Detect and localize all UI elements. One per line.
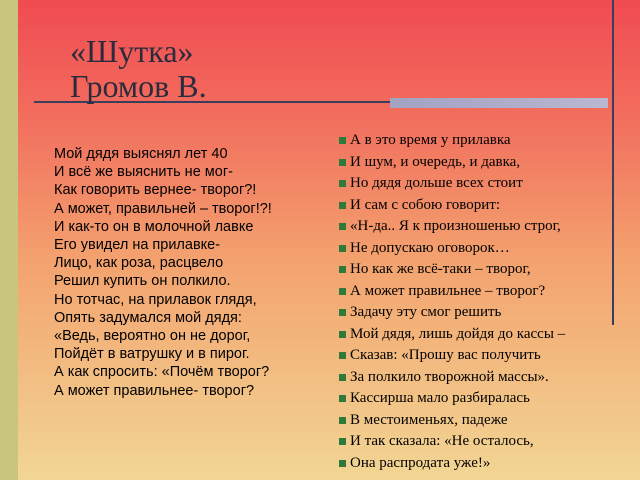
poem-line: Решил купить он полкило. — [54, 273, 231, 290]
square-bullet-icon — [339, 159, 346, 166]
poem-line: А в это время у прилавка — [350, 132, 511, 148]
poem-line: Не допускаю оговорок… — [350, 239, 510, 256]
poem-line: Кассирша мало разбиралась — [350, 390, 530, 406]
left-poem-block — [54, 145, 344, 400]
poem-line: В местоименьях, падеже — [350, 411, 508, 428]
poem-line: Мой дядя, лишь дойдя до кассы – — [350, 325, 566, 342]
square-bullet-icon — [339, 395, 346, 402]
list-item — [338, 388, 633, 410]
square-bullet-icon — [339, 460, 346, 467]
poem-line: Сказав: «Прошу вас получить — [350, 347, 541, 363]
square-bullet-icon — [339, 137, 346, 144]
poem-line: Его увидел на прилавке- — [54, 237, 221, 254]
list-item — [338, 259, 633, 281]
poem-line: Она распродата уже!» — [350, 454, 491, 471]
square-bullet-icon — [339, 288, 346, 295]
list-item — [338, 302, 633, 324]
title-line-1: «Шутка» — [70, 33, 194, 69]
left-accent-strip — [0, 0, 18, 480]
poem-line: Но дядя дольше всех стоит — [350, 175, 523, 191]
list-item — [338, 238, 633, 260]
list-item — [338, 281, 633, 303]
poem-line: А может правильнее – творог? — [350, 282, 546, 299]
list-item — [338, 453, 633, 475]
square-bullet-icon — [339, 266, 346, 273]
list-item — [338, 367, 633, 389]
poem-line: И шум, и очередь, и давка, — [350, 153, 521, 170]
square-bullet-icon — [339, 309, 346, 316]
list-item — [338, 173, 633, 195]
poem-line: За полкило творожной массы». — [350, 368, 549, 385]
poem-line: И как-то он в молочной лавке — [54, 218, 254, 235]
list-item — [338, 324, 633, 346]
list-item — [338, 345, 633, 367]
poem-line: Задачу эту смог решить — [350, 304, 502, 320]
square-bullet-icon — [339, 374, 346, 381]
poem-line: «Ведь, вероятно он не дорог, — [54, 328, 251, 345]
poem-line: Опять задумался мой дядя: — [54, 309, 242, 326]
poem-line: Но как же всё-таки – творог, — [350, 261, 531, 277]
square-bullet-icon — [339, 417, 346, 424]
poem-line: Лицо, как роза, расцвело — [54, 255, 224, 272]
square-bullet-icon — [339, 202, 346, 209]
title-line-2: Громов В. — [70, 68, 207, 104]
list-item — [338, 216, 633, 238]
square-bullet-icon — [339, 180, 346, 187]
list-item — [338, 152, 633, 174]
list-item — [338, 431, 633, 453]
poem-line: Как говорить вернее- творог?! — [54, 182, 257, 199]
list-item — [338, 195, 633, 217]
square-bullet-icon — [339, 223, 346, 230]
poem-line: «Н-да.. Я к произношенью строг, — [350, 218, 561, 234]
poem-line: А может правильнее- творог? — [54, 382, 255, 399]
poem-line: И сам с собою говорит: — [350, 196, 500, 213]
square-bullet-icon — [339, 352, 346, 359]
poem-line: Но тотчас, на прилавок глядя, — [54, 291, 257, 308]
list-item — [338, 410, 633, 432]
poem-line: Пойдёт в ватрушку и в пирог. — [54, 346, 250, 363]
slide-title — [70, 34, 207, 104]
poem-line: Мой дядя выяснял лет 40 — [54, 146, 228, 162]
right-poem-list — [338, 130, 633, 474]
poem-line: А как спросить: «Почём творог? — [54, 364, 270, 381]
poem-line: И всё же выяснить не мог- — [54, 164, 233, 181]
poem-line: А может, правильней – творог!?! — [54, 200, 272, 217]
poem-line: И так сказала: «Не осталось, — [350, 433, 534, 449]
square-bullet-icon — [339, 438, 346, 445]
list-item — [338, 130, 633, 152]
square-bullet-icon — [339, 331, 346, 338]
decorative-bar — [390, 98, 608, 108]
square-bullet-icon — [339, 245, 346, 252]
